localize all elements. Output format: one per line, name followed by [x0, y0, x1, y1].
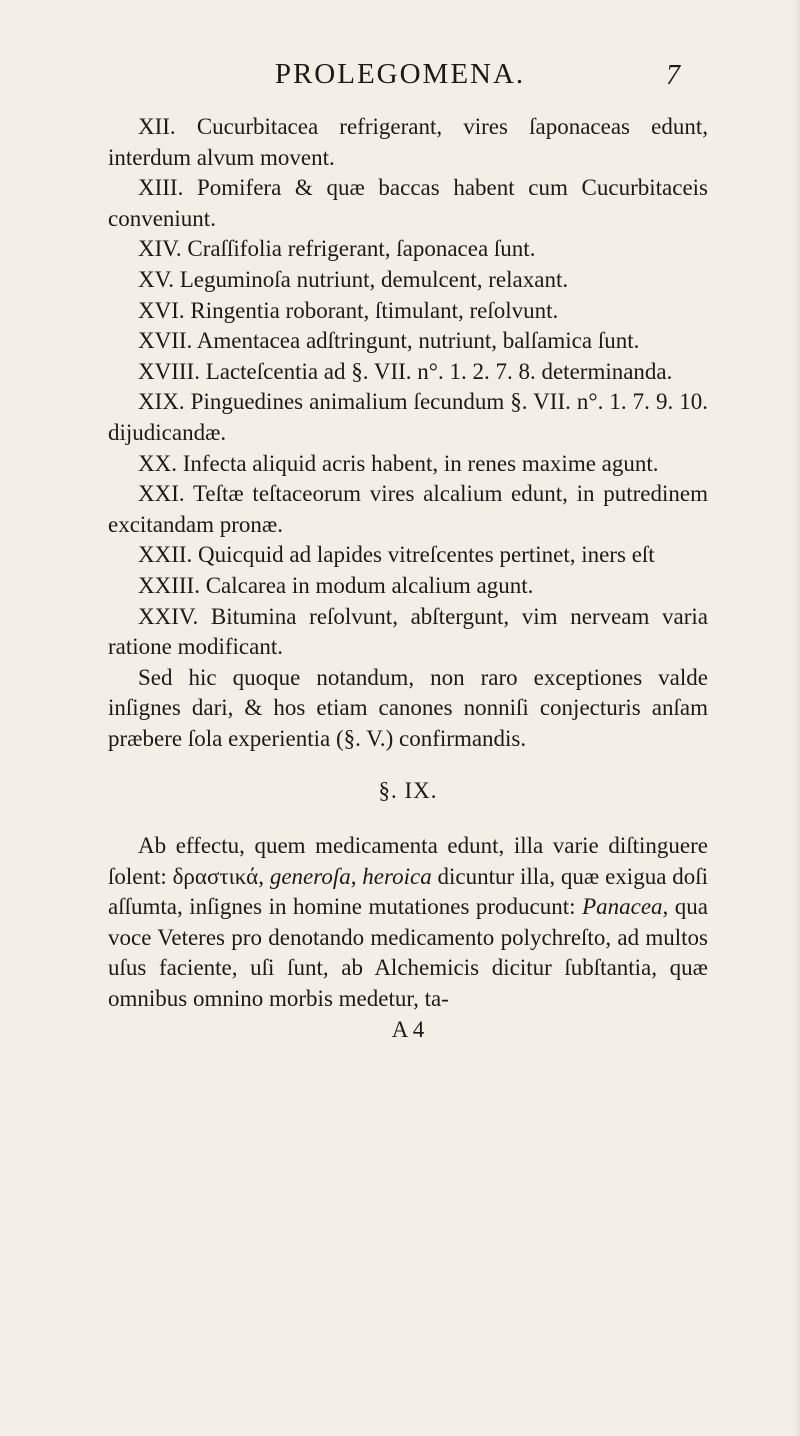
list-item: XII. Cucurbitacea refrigerant, vires ſaponaceas edunt, interdum alvum movent.	[108, 114, 708, 170]
section-heading: §. IX.	[378, 778, 438, 804]
list-item: XIV. Craſſifolia refrigerant, ſaponacea ſunt.	[138, 236, 536, 262]
list-item: XIII. Pomifera & quæ baccas habent cum Cucurbitaceis conveniunt.	[108, 175, 708, 231]
body-text	[108, 112, 708, 1045]
italic-term-heroica: heroica	[362, 863, 432, 889]
list-item: XIX. Pinguedines animalium ſecundum §. VII. n°. 1. 7. 9. 10. dijudicandæ.	[108, 389, 708, 445]
greek-term: δραστικά	[172, 863, 259, 889]
list-item: XXIII. Calcarea in modum alcalium agunt.	[138, 572, 534, 598]
section-text: dicuntur illa, quæ exigua doſi aſſumta, inſignes in homine mutationes producunt:	[108, 863, 708, 920]
list-item: XXI. Teſtæ teſtaceorum vires alcalium edunt, in putredinem excitandam pronæ.	[108, 481, 708, 537]
signature-mark: A 4	[391, 1016, 425, 1042]
page-number: 7	[666, 60, 680, 91]
list-item: XXII. Quicquid ad lapides vitreſcentes pertinet, iners eſt	[138, 542, 655, 568]
running-title: PROLEGOMENA.	[274, 58, 526, 90]
list-item: XX. Infecta aliquid acris habent, in renes maxime agunt.	[138, 450, 659, 476]
section-text: ,	[350, 863, 363, 889]
section-paragraph	[108, 831, 708, 1015]
section-text: ,	[258, 863, 270, 889]
list-item: XVII. Amentacea adſtringunt, nutriunt, balſamica ſunt.	[138, 328, 640, 354]
list-item: XVIII. Lacteſcentia ad §. VII. n°. 1. 2. 7. 8. determinanda.	[138, 358, 673, 384]
section-text: , qua voce Veteres pro denotando medicamento polychreſto, ad multos uſus faciente, uſi ſunt, ab Alchemicis dicitur ſubſtantia, quæ omnibus omnino morbis medetur, ta-	[108, 894, 708, 1012]
closing-paragraph: Sed hic quoque notandum, non raro exceptiones valde inſignes dari, & hos etiam canones nonniſi conjecturis anſam præbere ſola experientia (§. V.) confirmandis.	[108, 664, 708, 751]
list-item: XV. Leguminoſa nutriunt, demulcent, relaxant.	[138, 266, 569, 292]
italic-term-generosa: generoſa	[269, 863, 351, 889]
italic-term-panacea: Panacea	[582, 894, 663, 920]
section-text: Ab effectu, quem medicamenta edunt, illa varie diſtinguere ſolent:	[108, 833, 708, 889]
page-edge-shadow	[794, 0, 800, 1436]
running-head	[0, 58, 800, 98]
list-item: XVI. Ringentia roborant, ſtimulant, reſolvunt.	[138, 297, 559, 323]
list-item: XXIV. Bitumina reſolvunt, abſtergunt, vim nerveam varia ratione modificant.	[108, 603, 708, 660]
